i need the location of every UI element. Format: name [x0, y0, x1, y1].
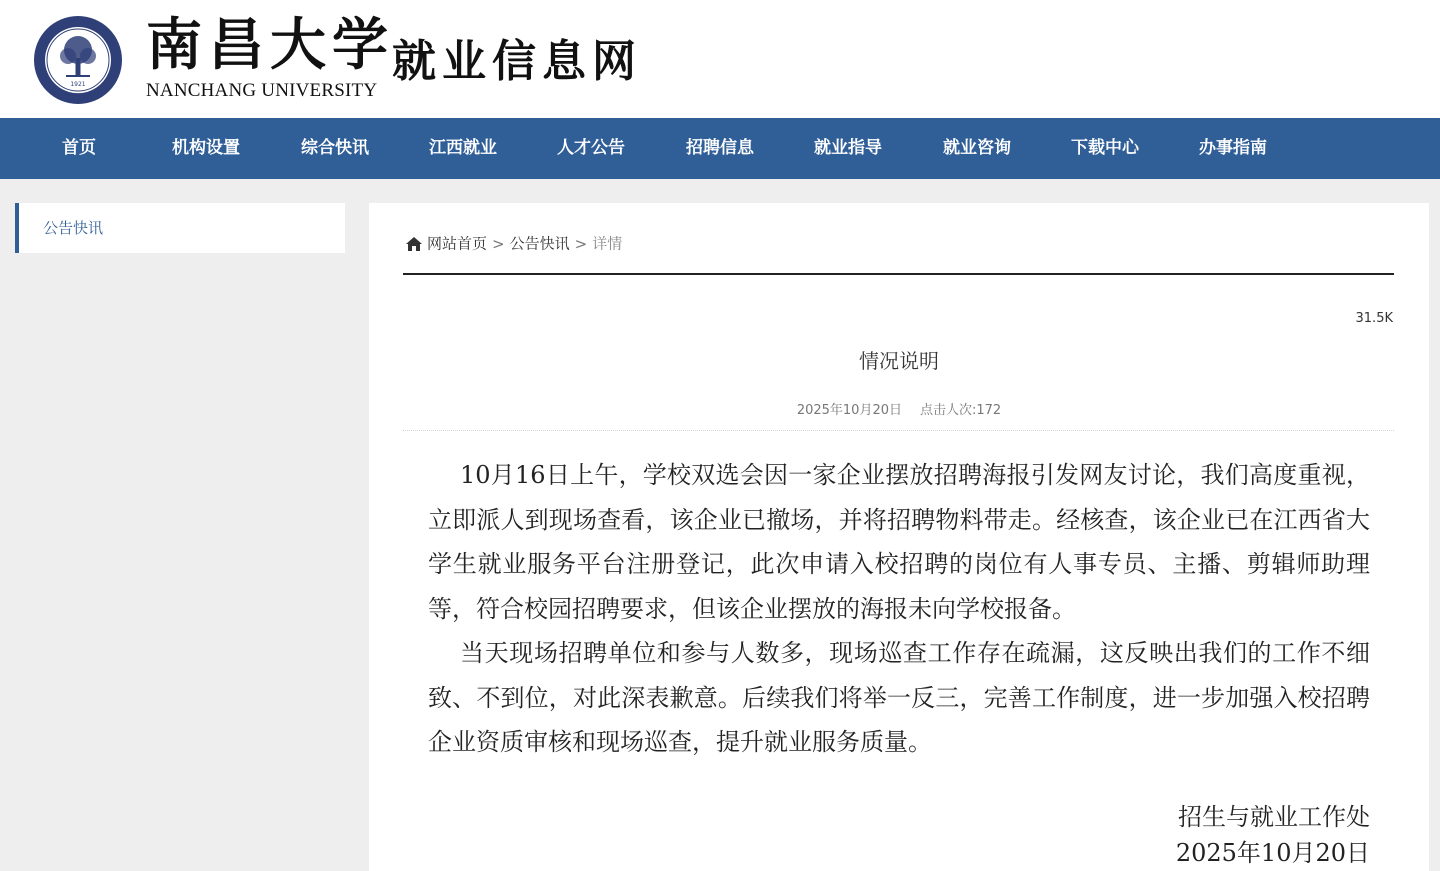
breadcrumb-current: 详情 — [592, 234, 623, 253]
nav-item-guidance[interactable]: 就业指导 — [814, 138, 882, 158]
article-signature — [1176, 799, 1370, 871]
nav-item-news[interactable]: 综合快讯 — [301, 138, 369, 158]
nav-item-organization[interactable]: 机构设置 — [172, 138, 240, 158]
signature-date: 2025年10月20日 — [1175, 839, 1370, 867]
article-paragraph: 10月16日上午，学校双选会因一家企业摆放招聘海报引发网友讨论，我们高度重视，立即派人到现场查看，该企业已撤场，并将招聘物料带走。经核查，该企业已在江西省大学生就业服务平台注册登记，此次申请入校招聘的岗位有人事专员、主播、剪辑师助理等，符合校园招聘要求，但该企业摆放的海报未向学校报备。 — [428, 461, 1370, 623]
site-header — [0, 0, 1440, 118]
view-count: 31.5K — [1355, 311, 1393, 326]
article-meta — [369, 399, 1429, 418]
breadcrumb-home-link[interactable]: 网站首页 — [427, 234, 488, 253]
seal-year: 1921 — [70, 81, 86, 88]
nav-item-jiangxi-jobs[interactable]: 江西就业 — [429, 138, 497, 158]
article-title: 情况说明 — [859, 349, 939, 373]
article-paragraph: 当天现场招聘单位和参与人数多，现场巡查工作存在疏漏，这反映出我们的工作不细致、不到位，对此深表歉意。后续我们将举一反三，完善工作制度，进一步加强入校招聘企业资质审核和现场巡查，提升就业服务质量。 — [428, 639, 1370, 756]
breadcrumb-section-link[interactable]: 公告快讯 — [509, 234, 570, 253]
breadcrumb-separator: > — [574, 234, 588, 253]
university-name-en: NANCHANG UNIVERSITY — [146, 80, 378, 101]
sidebar-item-announcements[interactable] — [15, 203, 345, 253]
university-seal-logo[interactable] — [32, 14, 124, 106]
nav-item-downloads[interactable]: 下载中心 — [1071, 138, 1139, 158]
main-nav — [0, 118, 1440, 179]
nav-item-home[interactable]: 首页 — [62, 138, 96, 158]
nav-item-consulting[interactable]: 就业咨询 — [943, 138, 1011, 158]
article-body — [428, 453, 1370, 765]
sidebar-item-label[interactable]: 公告快讯 — [43, 219, 104, 237]
publish-date: 2025年10月20日 — [796, 403, 902, 418]
article-panel — [369, 203, 1429, 871]
nav-item-talent[interactable]: 人才公告 — [557, 138, 625, 158]
breadcrumb-separator: > — [492, 234, 505, 253]
breadcrumb-divider — [403, 273, 1394, 275]
click-count: 点击人次:172 — [919, 403, 1002, 418]
nav-item-recruitment[interactable]: 招聘信息 — [686, 138, 754, 158]
breadcrumb — [405, 231, 622, 255]
meta-divider — [403, 430, 1394, 431]
site-title: 就业信息网 — [392, 36, 642, 87]
signature-org: 招生与就业工作处 — [1178, 803, 1370, 831]
home-icon[interactable] — [405, 236, 423, 252]
university-name-cn: 南昌大学 — [146, 12, 394, 78]
nav-item-service-guide[interactable]: 办事指南 — [1199, 138, 1267, 158]
